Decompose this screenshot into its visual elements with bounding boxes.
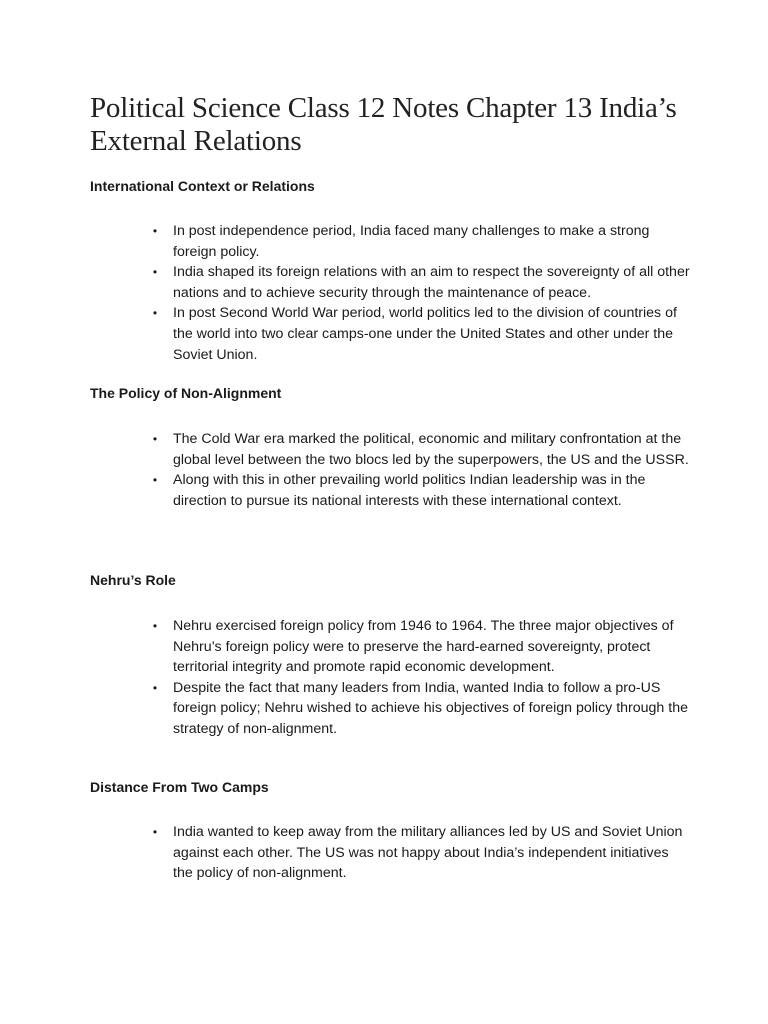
bullet-icon: • [152, 265, 158, 280]
list-item [150, 303, 690, 365]
list-item-text: Nehru exercised foreign policy from 1946 to 1964. The three major objectives of Nehru’s foreign policy were to preserve the hard-earned sovereignty, protect territorial integrity and promote rapid economic development. [173, 618, 674, 676]
page-title: Political Science Class 12 Notes Chapter 13 India’s External Relations [90, 92, 677, 157]
section-list-non-alignment [150, 429, 690, 511]
bullet-icon: • [152, 306, 158, 321]
list-item-text: The Cold War era marked the political, economic and military confrontation at the global level between the two blocs led by the superpowers, the US and the USSR. [173, 431, 689, 468]
list-item-text: India wanted to keep away from the military alliances led by US and Soviet Union against each other. The US was not happy about India’s independent initiatives the policy of non-alignment. [173, 824, 683, 882]
list-item-text: India shaped its foreign relations with an aim to respect the sovereignty of all other nations and to achieve security through the maintenance of peace. [173, 264, 690, 301]
list-item-text: In post Second World War period, world politics led to the division of countries of the world into two clear camps-one under the United States and other under the Soviet Union. [173, 305, 677, 363]
section-heading-non-alignment: The Policy of Non-Alignment [90, 385, 282, 401]
list-item [150, 616, 690, 678]
bullet-icon: • [152, 432, 158, 446]
section-list-distance-from-two-camps [150, 822, 690, 884]
section-heading-nehrus-role: Nehru’s Role [90, 572, 176, 588]
list-item-text: In post independence period, India faced many challenges to make a strong foreign policy. [173, 223, 650, 260]
bullet-icon: • [152, 680, 158, 695]
list-item [150, 221, 690, 262]
list-item [150, 470, 690, 511]
list-item [150, 429, 690, 470]
section-list-international-context [150, 221, 690, 365]
section-heading-international-context: International Context or Relations [90, 178, 315, 194]
list-item-text: Along with this in other prevailing world politics Indian leadership was in the direction to pursue its national interests with these international context. [173, 472, 646, 509]
list-item [150, 262, 690, 303]
list-item-text: Despite the fact that many leaders from India, wanted India to follow a pro-US foreign policy; Nehru wished to achieve his objectives of foreign policy through the strategy of non-alignment. [173, 679, 688, 737]
section-heading-distance-from-two-camps: Distance From Two Camps [90, 779, 269, 795]
bullet-icon: • [152, 619, 158, 633]
list-item [150, 822, 690, 884]
bullet-icon: • [152, 473, 158, 488]
section-list-nehrus-role [150, 616, 690, 740]
list-item [150, 678, 690, 740]
bullet-icon: • [152, 825, 158, 839]
bullet-icon: • [152, 224, 158, 238]
